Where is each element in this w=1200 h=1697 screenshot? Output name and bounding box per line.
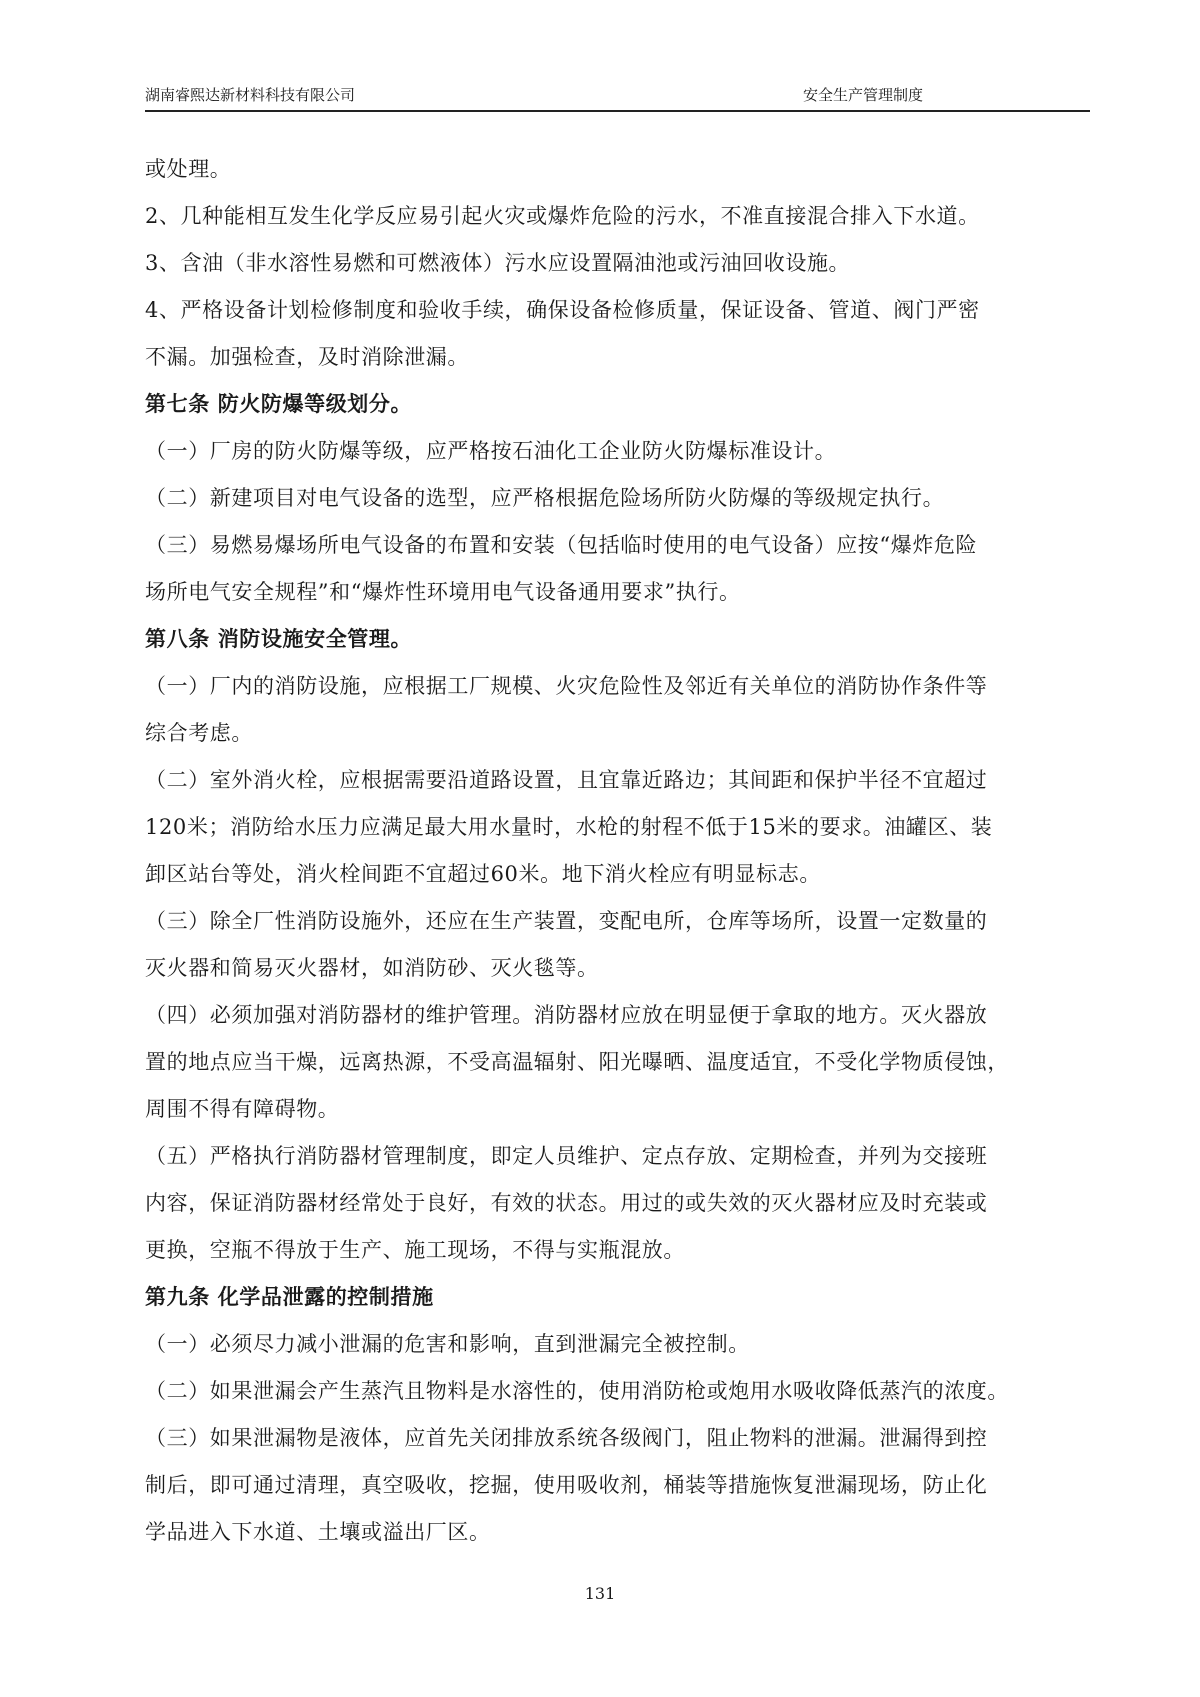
- text-line: 内容，保证消防器材经常处于良好，有效的状态。用过的或失效的灭火器材应及时充装或: [145, 1191, 988, 1215]
- text-line: （三）易燃易爆场所电气设备的布置和安装（包括临时使用的电气设备）应按“爆炸危险: [145, 533, 978, 557]
- text-line: （二）室外消火栓，应根据需要沿道路设置，且宜靠近路边；其间距和保护半径不宜超过: [145, 768, 988, 792]
- text-line: 制后，即可通过清理，真空吸收，挖掘，使用吸收剂，桶装等措施恢复泄漏现场，防止化: [145, 1473, 988, 1497]
- text-line: 场所电气安全规程”和“爆炸性环境用电气设备通用要求”执行。: [145, 580, 741, 604]
- text-line: 灭火器和简易灭火器材，如消防砂、灭火毯等。: [145, 956, 599, 980]
- text-line: 周围不得有障碍物。: [145, 1097, 340, 1121]
- text-line: （一）厂内的消防设施，应根据工厂规模、火灾危险性及邻近有关单位的消防协作条件等: [145, 674, 988, 698]
- section-heading: 第八条 消防设施安全管理。: [145, 627, 413, 651]
- header-company-name: 湖南睿熙达新材料科技有限公司: [145, 86, 356, 104]
- text-line: 学品进入下水道、土壤或溢出厂区。: [145, 1520, 491, 1544]
- header-divider: [145, 110, 1090, 112]
- text-line: 3、含油（非水溶性易燃和可燃液体）污水应设置隔油池或污油回收设施。: [145, 251, 851, 275]
- text-line: （二）新建项目对电气设备的选型，应严格根据危险场所防火防爆的等级规定执行。: [145, 486, 945, 510]
- text-line: （一）厂房的防火防爆等级，应严格按石油化工企业防火防爆标准设计。: [145, 439, 837, 463]
- text-line: （三）如果泄漏物是液体，应首先关闭排放系统各级阀门，阻止物料的泄漏。泄漏得到控: [145, 1426, 988, 1450]
- text-line: 4、严格设备计划检修制度和验收手续，确保设备检修质量，保证设备、管道、阀门严密: [145, 298, 980, 322]
- text-line: （一）必须尽力减小泄漏的危害和影响，直到泄漏完全被控制。: [145, 1332, 750, 1356]
- text-line: （四）必须加强对消防器材的维护管理。消防器材应放在明显便于拿取的地方。灭火器放: [145, 1003, 988, 1027]
- section-heading: 第七条 防火防爆等级划分。: [145, 392, 413, 416]
- text-line: （五）严格执行消防器材管理制度，即定人员维护、定点存放、定期检查，并列为交接班: [145, 1144, 988, 1168]
- text-line: 或处理。: [145, 157, 232, 181]
- page-number: 131: [584, 1584, 616, 1603]
- text-line: 不漏。加强检查，及时消除泄漏。: [145, 345, 469, 369]
- text-line: 120米；消防给水压力应满足最大用水量时，水枪的射程不低于15米的要求。油罐区、装: [145, 815, 993, 839]
- text-line: 卸区站台等处，消火栓间距不宜超过60米。地下消火栓应有明显标志。: [145, 862, 821, 886]
- document-body: [145, 146, 1090, 1556]
- text-line: （二）如果泄漏会产生蒸汽且物料是水溶性的，使用消防枪或炮用水吸收降低蒸汽的浓度。: [145, 1379, 1009, 1403]
- section-heading: 第九条 化学品泄露的控制措施: [145, 1285, 434, 1309]
- text-line: 更换，空瓶不得放于生产、施工现场，不得与实瓶混放。: [145, 1238, 685, 1262]
- text-line: 2、几种能相互发生化学反应易引起火灾或爆炸危险的污水，不准直接混合排入下水道。: [145, 204, 980, 228]
- text-line: （三）除全厂性消防设施外，还应在生产装置，变配电所，仓库等场所，设置一定数量的: [145, 909, 988, 933]
- header-document-title: 安全生产管理制度: [803, 86, 924, 104]
- text-line: 置的地点应当干燥，远离热源，不受高温辐射、阳光曝晒、温度适宜，不受化学物质侵蚀，: [145, 1050, 1009, 1074]
- text-line: 综合考虑。: [145, 721, 253, 745]
